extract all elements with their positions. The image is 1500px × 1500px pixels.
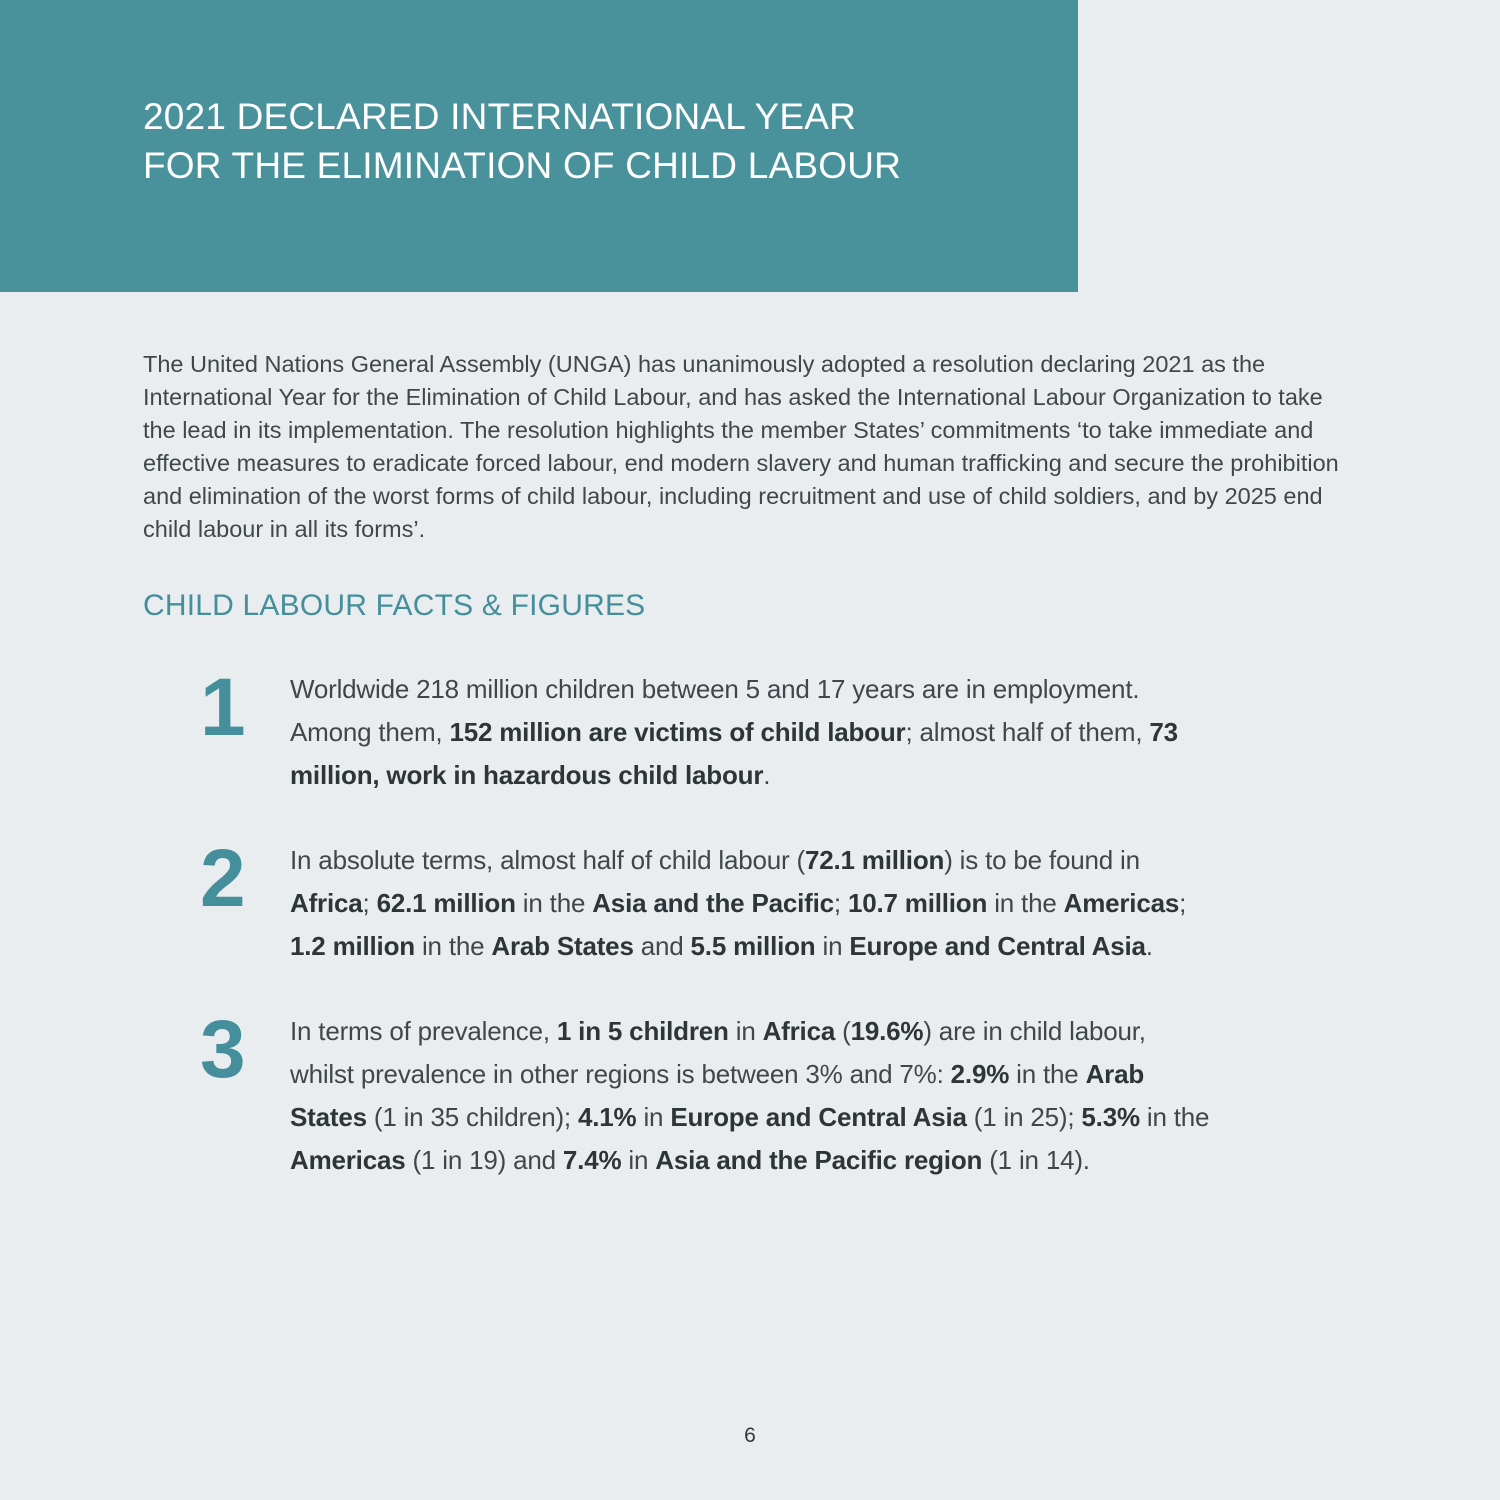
fact-item-1: [143, 662, 1373, 797]
page-title: [0, 0, 1078, 190]
page-number: 6: [744, 1424, 756, 1447]
fact-number-1: 1: [200, 662, 246, 753]
fact-text-3: In terms of prevalence, 1 in 5 children in Africa (19.6%) are in child labour, whilst prevalence in other regions is between 3% and 7%: 2.9% in the Arab States (1 in 35 children); 4.1% in Europe and Central Asia (1 in 25); 5.3% in the Americas (1 in 19) and 7.4% in Asia and the Pacific region (1 in 14).: [290, 1016, 1210, 1175]
page-title-line-1: 2021 DECLARED INTERNATIONAL YEAR: [143, 96, 857, 137]
fact-text-1: Worldwide 218 million children between 5 and 17 years are in employment. Among them, 152 million are victims of child labour; almost half of them, 73 million, work in hazardous child labour.: [290, 674, 1178, 790]
fact-number-3: 3: [200, 1004, 246, 1095]
fact-text-2: In absolute terms, almost half of child labour (72.1 million) is to be found in Africa; 62.1 million in the Asia and the Pacific; 10.7 million in the Americas; 1.2 million in the Arab States and 5.5 million in Europe and Central Asia.: [290, 845, 1187, 961]
intro-paragraph: The United Nations General Assembly (UNGA) has unanimously adopted a resolution declaring 2021 as the International Year for the Elimination of Child Labour, and has asked the International Labour Organization to take the lead in its implementation. The resolution highlights the member States’ commitments ‘to take immediate and effective measures to eradicate forced labour, end modern slavery and human trafficking and secure the prohibition and elimination of the worst forms of child labour, including recruitment and use of child soldiers, and by 2025 end child labour in all its forms’.: [143, 351, 1339, 542]
section-heading: CHILD LABOUR FACTS & FIGURES: [143, 589, 646, 622]
fact-item-3: [143, 1004, 1373, 1182]
page-content: [143, 292, 1373, 1182]
fact-number-2: 2: [200, 833, 246, 924]
title-banner: [0, 0, 1078, 292]
fact-item-2: [143, 833, 1373, 968]
page-title-line-2: FOR THE ELIMINATION OF CHILD LABOUR: [143, 145, 902, 186]
